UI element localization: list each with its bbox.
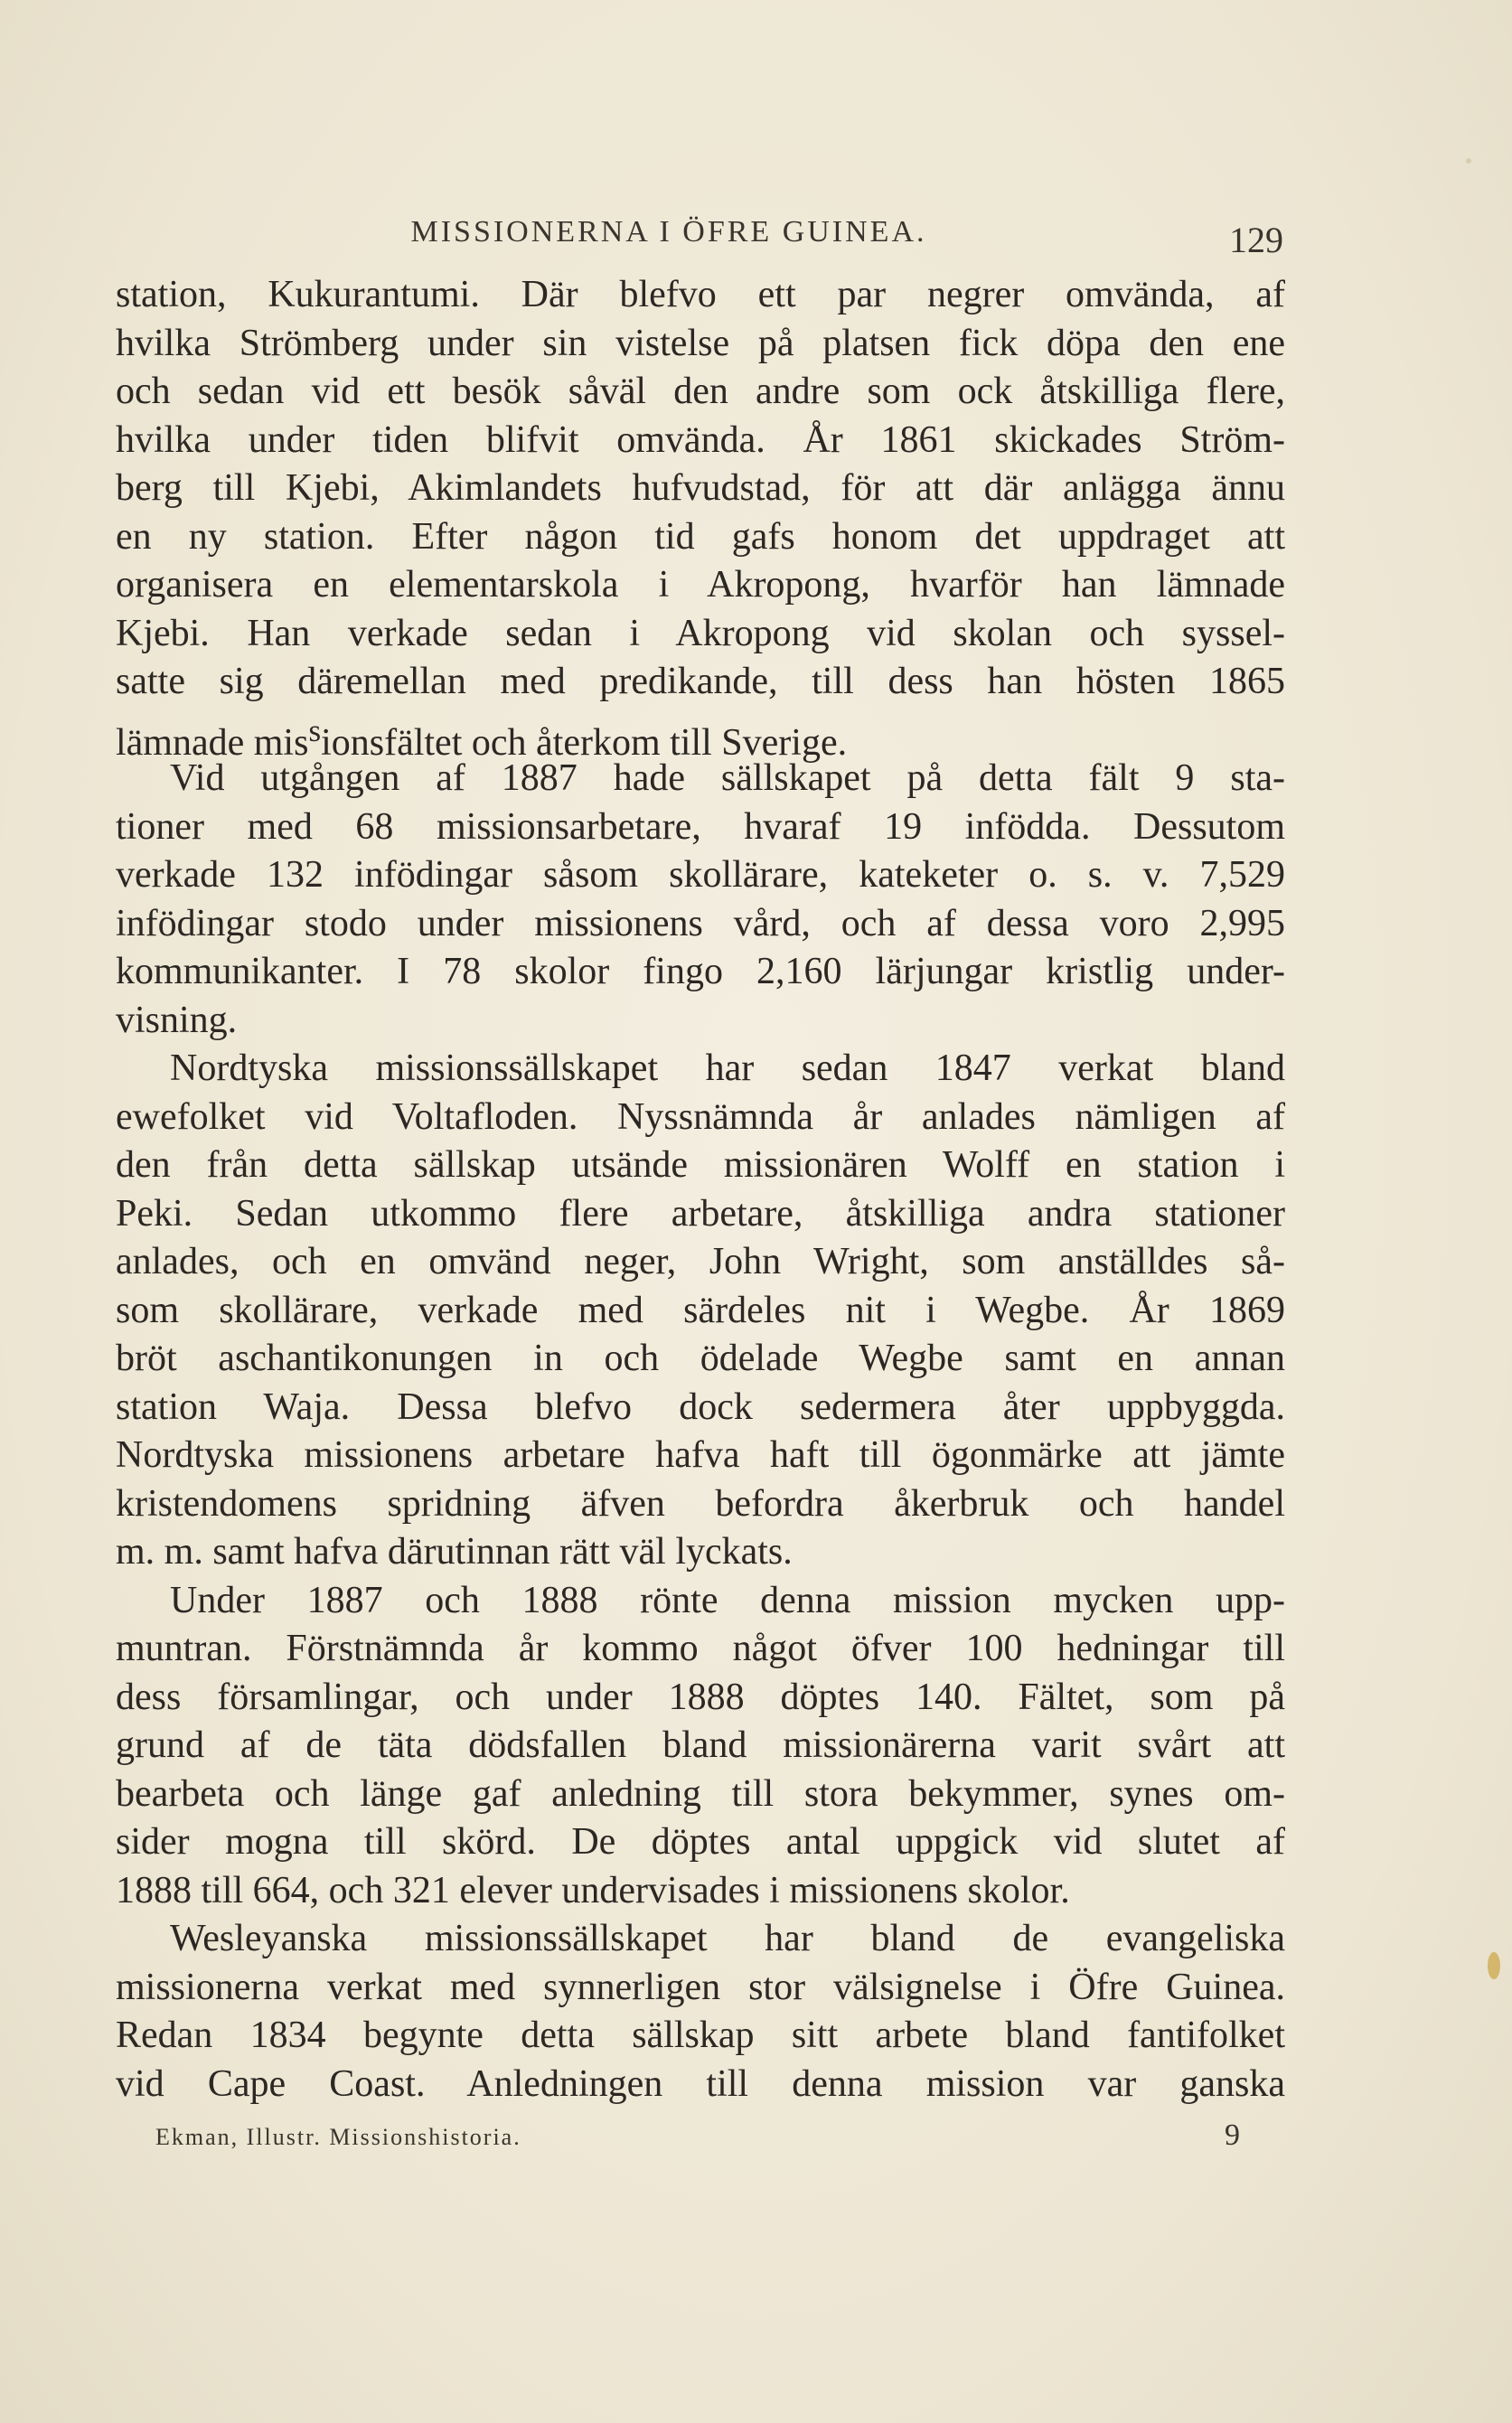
text-line: Vid utgången af 1887 hade sällskapet på detta fält 9 sta- <box>170 757 1285 799</box>
text-line: Redan 1834 begynte detta sällskap sitt arbete bland fantifolket <box>116 2014 1285 2056</box>
signature-number: 9 <box>1225 2118 1240 2152</box>
text-line: vid Cape Coast. Anledningen till denna mission var ganska <box>116 2062 1285 2105</box>
text-line: en ny station. Efter någon tid gafs honom det uppdraget att <box>116 515 1285 558</box>
text-line: lämnade mis$^s$ionsfältet och återkom till Sverige. <box>116 712 848 764</box>
body-text <box>116 271 1285 2108</box>
foxing-spot <box>1466 158 1471 164</box>
text-line: anlades, och en omvänd neger, John Wright, som anställdes så- <box>116 1241 1285 1282</box>
text-line: ewefolket vid Voltafloden. Nyssnämnda år anlades nämligen af <box>116 1095 1285 1138</box>
text-line: som skollärare, verkade med särdeles nit i Wegbe. År 1869 <box>116 1289 1285 1331</box>
text-line: den från detta sällskap utsände missionären Wolff en station i <box>116 1144 1285 1186</box>
text-line: hvilka Strömberg under sin vistelse på platsen fick döpa den ene <box>116 322 1285 364</box>
text-line: berg till Kjebi, Akimlandets hufvudstad, för att där anlägga ännu <box>116 467 1285 509</box>
text-line: kristendomens spridning äfven befordra åkerbruk och handel <box>116 1482 1285 1525</box>
text-line: 1888 till 664, och 321 elever undervisades i missionens skolor. <box>116 1869 1070 1911</box>
text-line: kommunikanter. I 78 skolor fingo 2,160 lärjungar kristlig under- <box>116 951 1285 992</box>
foxing-spot <box>1488 1952 1500 1979</box>
running-title: MISSIONERNA I ÖFRE GUINEA. <box>410 215 927 249</box>
text-line: infödingar stodo under missionens vård, och af dessa voro 2,995 <box>116 902 1285 944</box>
text-line: och sedan vid ett besök såväl den andre som ock åtskilliga flere, <box>116 371 1285 412</box>
text-line: station, Kukurantumi. Där blefvo ett par negrer omvända, af <box>116 274 1285 315</box>
text-line: bröt aschantikonungen in och ödelade Wegbe samt en annan <box>116 1338 1285 1379</box>
text-line: sider mogna till skörd. De döptes antal uppgick vid slutet af <box>116 1821 1285 1863</box>
text-line: visning. <box>116 999 238 1041</box>
text-line: tioner med 68 missionsarbetare, hvaraf 19 infödda. Dessutom <box>116 805 1285 848</box>
text-line: Nordtyska missionens arbetare hafva haft till ögonmärke att jämte <box>116 1434 1285 1476</box>
text-line: Kjebi. Han verkade sedan i Akropong vid skolan och syssel- <box>116 612 1285 654</box>
page-number: 129 <box>1229 220 1283 260</box>
text-line: Nordtyska missionssällskapet har sedan 1847 verkat bland <box>170 1047 1285 1089</box>
text-line: missionerna verkat med synnerligen stor välsignelse i Öfre Guinea. <box>116 1966 1285 2008</box>
text-line: organisera en elementarskola i Akropong, hvarför han lämnade <box>116 564 1285 606</box>
text-line: Peki. Sedan utkommo flere arbetare, åtskilliga andra stationer <box>116 1192 1285 1235</box>
text-line: grund af de täta dödsfallen bland missionärerna varit svårt att <box>116 1724 1285 1766</box>
signature-line <box>155 2118 1240 2160</box>
text-line: bearbeta och länge gaf anledning till stora bekymmer, synes om- <box>116 1772 1285 1815</box>
text-line: m. m. samt hafva därutinnan rätt väl lyckats. <box>116 1531 793 1573</box>
text-line: station Waja. Dessa blefvo dock sedermera åter uppbyggda. <box>116 1385 1285 1428</box>
text-line: dess församlingar, och under 1888 döptes 140. Fältet, som på <box>116 1676 1285 1718</box>
text-line: muntran. Förstnämnda år kommo något öfver 100 hedningar till <box>116 1628 1285 1669</box>
text-line: Wesleyanska missionssällskapet har bland de evangeliska <box>170 1918 1285 1959</box>
text-line: satte sig däremellan med predikande, till dess han hösten 1865 <box>116 661 1285 702</box>
text-line: hvilka under tiden blifvit omvända. År 1861 skickades Ström- <box>116 418 1285 461</box>
text-line: Under 1887 och 1888 rönte denna mission mycken upp- <box>170 1579 1285 1621</box>
text-line: verkade 132 infödingar såsom skollärare, kateketer o. s. v. 7,529 <box>116 854 1285 896</box>
signature-text: Ekman, Illustr. Missionshistoria. <box>155 2124 521 2150</box>
